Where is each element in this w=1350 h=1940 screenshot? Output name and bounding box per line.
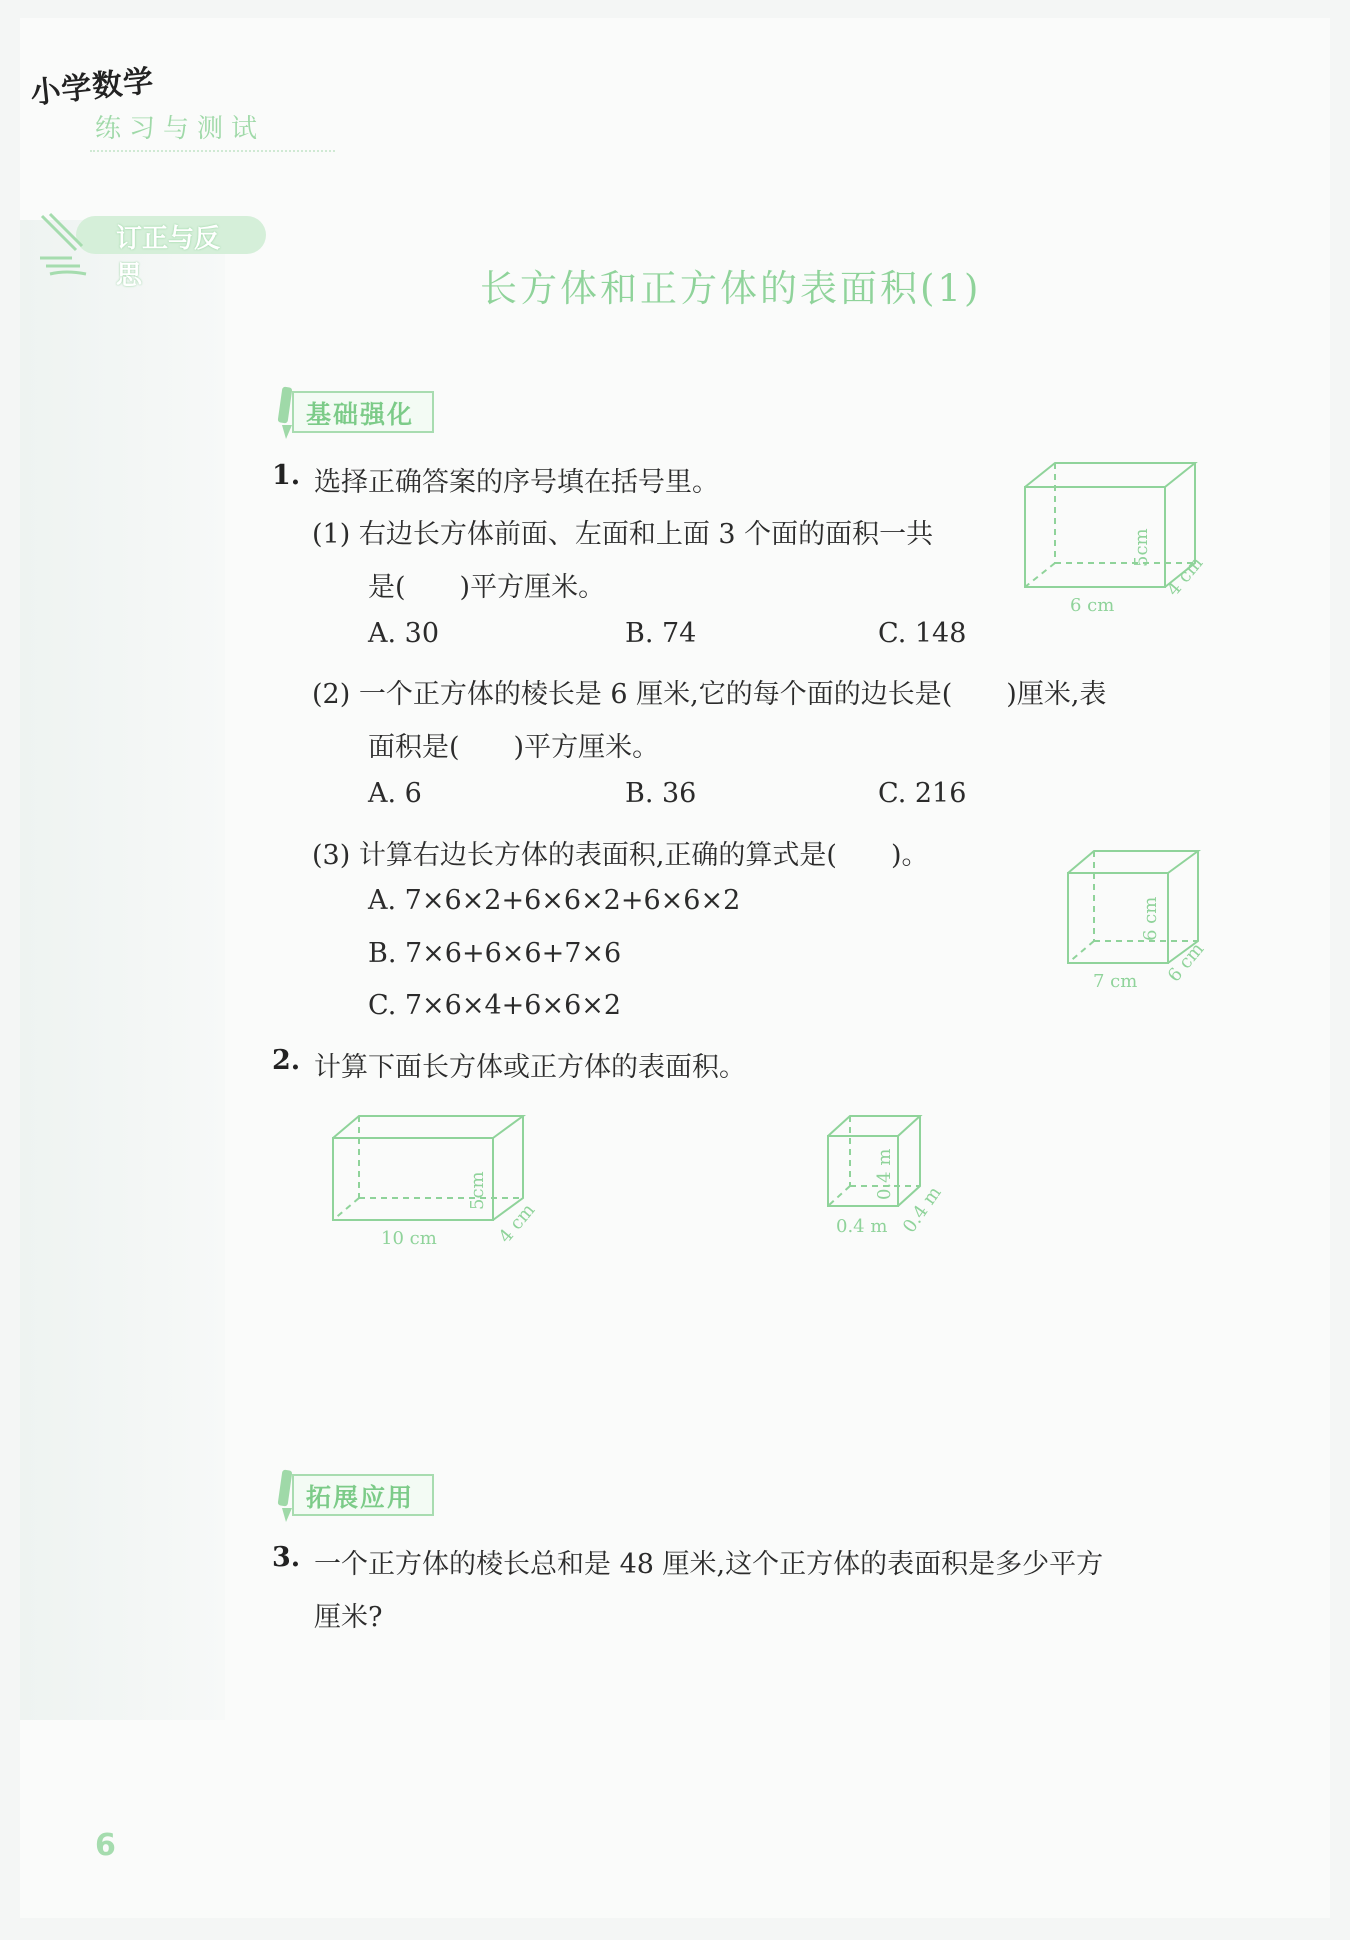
height-label: 0.4 m — [874, 1148, 895, 1200]
option-c: C. 7×6×4+6×6×2 — [368, 990, 622, 1021]
length-label: 0.4 m — [836, 1216, 888, 1237]
option-c: C. 148 — [878, 618, 967, 649]
width-label: 6 cm — [1163, 938, 1209, 987]
width-label: 0.4 m — [898, 1182, 946, 1237]
subquestion-text: (2) 一个正方体的棱长是 6 厘米,它的每个面的边长是( )厘米,表 — [312, 679, 1107, 710]
height-label: 6 cm — [1140, 896, 1161, 941]
section-basic-label: 基础强化 — [306, 400, 415, 429]
section-extended — [272, 1468, 437, 1514]
brand-title: 小学数学 — [28, 63, 156, 112]
subquestion-text: 面积是( )平方厘米。 — [368, 732, 660, 763]
header-divider — [90, 150, 335, 152]
section-extended-label: 拓展应用 — [306, 1483, 415, 1512]
subquestion-text: 是( )平方厘米。 — [368, 572, 606, 603]
question-stem: 一个正方体的棱长总和是 48 厘米,这个正方体的表面积是多少平方 — [314, 1549, 1104, 1580]
option-c: C. 216 — [878, 778, 967, 809]
question-stem: 计算下面长方体或正方体的表面积。 — [314, 1052, 746, 1083]
option-a: A. 7×6×2+6×6×2+6×6×2 — [368, 885, 741, 916]
question-number: 2. — [272, 1045, 301, 1076]
option-b: B. 36 — [625, 778, 697, 809]
cuboid-figure — [1058, 845, 1228, 995]
height-label: 5cm — [467, 1171, 488, 1210]
brand-subtitle: 练习与测试 — [95, 114, 266, 144]
page-title: 长方体和正方体的表面积(1) — [480, 267, 982, 310]
option-a: A. 6 — [368, 778, 422, 809]
option-b: B. 7×6+6×6+7×6 — [368, 938, 622, 969]
correction-tag — [36, 210, 231, 291]
cuboid-figure — [325, 1110, 555, 1260]
question-number: 3. — [272, 1542, 301, 1573]
option-a: A. 30 — [368, 618, 440, 649]
subquestion-text: (1) 右边长方体前面、左面和上面 3 个面的面积一共 — [312, 519, 934, 550]
cube-figure — [820, 1110, 970, 1260]
section-basic — [272, 385, 437, 431]
option-b: B. 74 — [625, 618, 697, 649]
question-number: 1. — [272, 460, 301, 491]
cuboid-figure — [1015, 455, 1215, 625]
pencil-icon — [36, 210, 116, 280]
page-number: 6 — [95, 1828, 116, 1863]
length-label: 7 cm — [1093, 971, 1138, 992]
correction-margin — [20, 220, 225, 1720]
question-stem: 选择正确答案的序号填在括号里。 — [314, 467, 719, 498]
height-label: 5cm — [1131, 528, 1152, 567]
correction-tag-label: 订正与反思 — [116, 224, 221, 291]
length-label: 10 cm — [381, 1228, 437, 1249]
width-label: 4 cm — [494, 1199, 540, 1248]
question-stem-continued: 厘米? — [314, 1602, 383, 1633]
width-label: 4 cm — [1162, 552, 1208, 601]
subquestion-text: (3) 计算右边长方体的表面积,正确的算式是( )。 — [312, 840, 929, 871]
length-label: 6 cm — [1070, 595, 1115, 616]
